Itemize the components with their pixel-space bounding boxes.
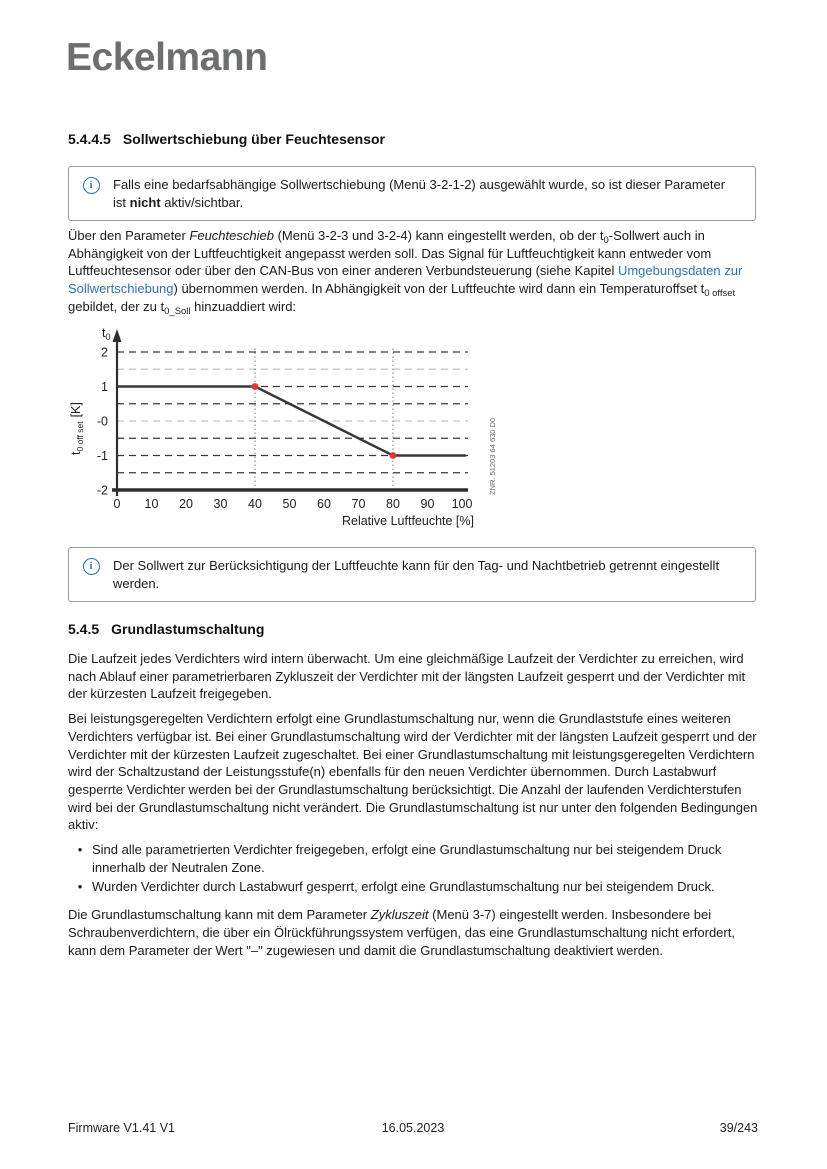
company-logo: Eckelmann	[66, 36, 268, 79]
info-icon: i	[83, 558, 100, 575]
paragraph: Bei leistungsgeregelten Verdichtern erfolgt eine Grundlastumschaltung nur, wenn die Grundlaststufe eines weiteren Verdichters verfügbar ist. Bei einer Grundlastumschaltung wird der Verdichter mit der längsten Laufzeit gesperrt und der Verdichter mit der kürzesten Laufzeit zugeschaltet. Bei einer Grundlastumschaltung mit leistungsgeregelten Verdichtern wird der Schaltzustand der Leistungsstufe(n) ebenfalls für den neuen Verdichter übernommen. Durch Lastabwurf gesperrte Verdichter werden bei der Grundlastumschaltung berücksichtigt. Die Anzahl der laufenden Verdichterstufen wird bei der Grundlastumschaltung nicht verändert. Die Grundlastumschaltung ist nur unter den folgenden Bedingungen aktiv:	[68, 711, 758, 833]
x-tick-label: 20	[179, 497, 193, 511]
bullet-list	[68, 841, 763, 896]
y-tick-label: -1	[96, 449, 108, 463]
text-run: (Menü 3-2-3 und 3-2-4) kann eingestellt werden, ob der t	[273, 228, 604, 243]
section-heading-5445	[68, 131, 385, 147]
y-tick-label: 1	[101, 380, 108, 394]
page-footer	[68, 1121, 758, 1135]
info-note-box	[68, 166, 756, 221]
text-run: gebildet, der zu t	[68, 298, 165, 314]
data-point	[252, 383, 259, 390]
text-run: ) übernommen werden. In Abhängigkeit von der Luftfeuchte wird dann ein Temperaturoffset t	[173, 281, 705, 297]
footer-date: 16.05.2023	[381, 1121, 445, 1135]
subscript: 0_Soll	[164, 305, 191, 317]
info-note-box	[68, 547, 756, 602]
section-number: 5.4.4.5	[68, 131, 111, 147]
paragraph-feuchteschieb	[68, 227, 763, 316]
parameter-name-italic: Feuchteschieb	[189, 228, 274, 243]
bullet-text: Wurden Verdichter durch Lastabwurf gesperrt, erfolgt eine Grundlastumschaltung nur bei steigendem Druck.	[92, 879, 715, 895]
text-run: (Menü 3-7) eingestellt werden. Insbesondere bei Schraubenverdichtern, die über ein Ölrückführungssystem verfügen, das eine Grundlastumschaltung nicht erfordert, kann dem Parameter der Wert "–" zugewiesen und damit die Grundlastumschaltung deaktiviert werden.	[68, 907, 735, 958]
info-icon-column	[69, 176, 113, 194]
parameter-name-italic: Zykluszeit	[370, 907, 429, 923]
note-text: Der Sollwert zur Berücksichtigung der Luftfeuchte kann für den Tag- und Nachtbetrieb getrennt eingestellt werden.	[113, 558, 720, 591]
bullet-glyph: •	[77, 879, 83, 895]
bullet-text: Sind alle parametrierten Verdichter freigegeben, erfolgt eine Grundlastumschaltung nur bei steigendem Druck innerhalb der Neutralen Zone.	[92, 842, 722, 875]
section-title: Sollwertschiebung über Feuchtesensor	[122, 131, 385, 147]
offset-chart	[58, 324, 538, 540]
footer-firmware-version: Firmware V1.41 V1	[68, 1121, 175, 1135]
subscript: 0 offset	[704, 288, 736, 300]
list-item	[68, 841, 763, 876]
footer-page-number: 39/243	[719, 1121, 758, 1135]
x-tick-label: 40	[248, 497, 262, 511]
x-tick-label: 30	[213, 497, 228, 511]
paragraph-zykluszeit	[68, 906, 763, 959]
y-axis-arrow	[113, 329, 122, 342]
chapter-link[interactable]: Umgebungsdaten zur Sollwertschiebung	[68, 263, 743, 297]
y-tick-label: -2	[96, 483, 108, 498]
text-run: hinzuaddiert wird:	[190, 298, 297, 314]
x-tick-label: 90	[420, 497, 435, 511]
chart-watermark: ZNR. 51203 64 630 D0	[488, 417, 497, 495]
x-axis-label: Relative Luftfeuchte [%]	[341, 514, 474, 528]
info-icon-column	[69, 557, 113, 575]
section-number: 5.4.5	[68, 621, 100, 637]
x-tick-label: 60	[317, 497, 331, 511]
section-545-body	[68, 650, 763, 966]
x-tick-label: 50	[282, 497, 297, 511]
note-text-bold: nicht	[129, 194, 161, 210]
subscript: 0	[603, 235, 609, 246]
note-text-part: Falls eine bedarfsabhängige Sollwertschiebung (Menü 3-2-1-2) ausgewählt wurde, so ist dieser Parameter ist	[113, 177, 726, 210]
bullet-glyph: •	[77, 842, 83, 858]
x-tick-label: 0	[113, 497, 121, 511]
section-title: Grundlastumschaltung	[111, 621, 265, 637]
section-heading-545	[68, 621, 264, 637]
chart-dynamic-layer	[97, 346, 473, 512]
list-item	[68, 878, 763, 896]
paragraph: Die Laufzeit jedes Verdichters wird intern überwacht. Um eine gleichmäßige Laufzeit der Verdichter zu erreichen, wird nach Ablauf einer parametrierbaren Zykluszeit der Verdichter mit der längsten Laufzeit gesperrt und der Verdichter mit der kürzesten Laufzeit freigegeben.	[68, 651, 746, 702]
y-axis-top-label: $t_0$	[102, 326, 111, 342]
text-run: Über den Parameter	[68, 228, 190, 243]
x-tick-label: 10	[144, 497, 159, 511]
note-text-part: aktiv/sichtbar.	[160, 194, 244, 210]
y-tick-label: 2	[101, 345, 108, 360]
y-tick-label: -0	[96, 414, 108, 429]
chart-svg	[58, 324, 538, 540]
data-point	[390, 452, 397, 459]
x-tick-label: 70	[351, 497, 366, 511]
note-text	[113, 176, 741, 211]
info-icon: i	[83, 177, 100, 194]
x-tick-label: 100	[451, 497, 473, 511]
text-run: -Sollwert auch in Abhängigkeit von der Luftfeuchtigkeit angepasst werden soll. Das Signal für Luftfeuchtigkeit kann entweder vom Luftfeuchtesensor oder über den CAN-Bus von einer anderen Verbundsteuerung (siehe Kapitel	[68, 228, 712, 279]
x-tick-label: 80	[386, 497, 400, 511]
y-axis-label: $t_{0 off set}[K]$	[69, 402, 85, 455]
text-run: Die Grundlastumschaltung kann mit dem Parameter	[68, 907, 371, 923]
